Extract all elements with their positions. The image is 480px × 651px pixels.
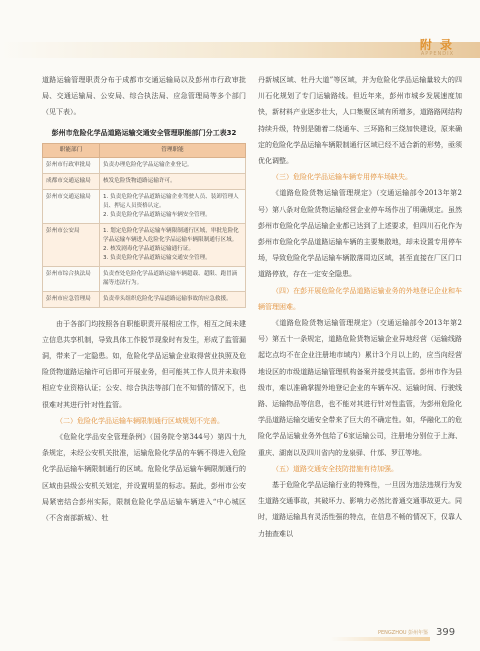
body-paragraph: 丹新城区域、牡丹大道”等区域，并为危险化学品运输量较大的四川石化规划了专门运输路线。但近年来，彭州市城乡发展速度加快，新材料产业逐步壮大，人口集聚区域有所增多，道路路网结构持续升级，特别是随着二绕通车、三环路和三绕加快建设，原来确定的危险化学品运输车辆限制通行区域已经不适合新的形势，亟须优化调整。 — [258, 76, 462, 166]
table-caption: 彭州市危险化学品道路运输交通安全管理职能部门分工表32 — [51, 128, 237, 137]
section-heading: （二）危险化学品运输车辆限制通行区域规划不完善。 — [56, 416, 224, 425]
header-band — [0, 42, 480, 58]
table-cell-duty: 1. 负责危险化学品道路运输企业驾驶人员、装卸管理人员、押运人员资格认定。 2. 负责危险化学品道路运输车辆安全管理。 — [100, 189, 246, 223]
section-subtitle: APPENDIX — [420, 51, 454, 57]
body-paragraph: 基于危险化学品运输行业的特殊性，一旦因为违法违规行为发生道路交通事故，其破坏力、影响力必然比普通交通事故更大。同时，道路运输具有灵活性强的特点，在信息不畅的情况下，仅靠人力抽查难以 — [258, 481, 462, 538]
table-row — [43, 157, 246, 173]
body-paragraph: 《道路危险货物运输管理规定》（交通运输部令2013年第2号）第八条对危险货物运输经营企业停车场作出了明确规定。虽然彭州市危险化学品运输企业都已达到了上述要求，但四川石化作为彭州市危险化学品道路运输车辆的主要集散地，却未设置专用停车场，导致危险化学品运输车辆散落周边区域，甚至直接在厂区门口道路停放，存在一定安全隐患。 — [258, 189, 462, 279]
table-cell-duty: 1. 划定危险化学品运输车辆限制通行区域，审批危险化学品运输车辆进入危险化学品运输车辆限制通行区域。 2. 核发剧毒化学品道路运输通行证。 3. 负责危险化学品道路运输交通安全管理。 — [100, 223, 246, 266]
left-column — [42, 72, 246, 526]
body-paragraph: 《危险化学品安全管理条例》（国务院令第344号）第四十九条规定，未经公安机关批准，运输危险化学品的车辆不得进入危险化学品运输车辆限制通行的区域。危险化学品运输车辆限制通行的区域由县级公安机关划定，并设置明显的标志。据此，彭州市公安局紧密结合彭州实际，限制危险化学品运输车辆进入“中心城区（不含南部新城）、牡 — [42, 433, 246, 523]
page-number: 399 — [436, 627, 456, 638]
table-cell-dept: 彭州市行政审批局 — [43, 157, 100, 173]
table-row — [43, 189, 246, 223]
table-header-dept: 职能部门 — [43, 143, 100, 157]
table-cell-duty: 负责牵头组织危险化学品道路运输事故的应急救援。 — [100, 291, 246, 307]
intro-paragraph: 道路运输管理职责分布于成都市交通运输局以及彭州市行政审批局、交通运输局、公安局、综合执法局、应急管理局等多个部门（见下表）。 — [42, 76, 246, 117]
footer-band — [330, 637, 430, 641]
responsibility-table — [42, 143, 246, 308]
table-cell-duty: 负责查处危险化学品道路运输车辆超载、超限、跑冒滴漏等违法行为。 — [100, 266, 246, 291]
body-paragraph: 《道路危险货物运输管理规定》（交通运输部令2013年第2号）第五十一条规定，道路危险货物运输企业异地经营（运输线路起讫点均不在企业注册地市域内）累计3个月以上的，应当向经营地设区的市级道路运输管理机构备案并接受其监管。彭州市作为县级市，难以准确掌握外地登记企业的车辆车况、运输时间、行驶线路、运输物品等信息，也不能对其进行针对性监管，为彭州危险化学品道路运输交通安全带来了巨大的不确定性。如，华融化工的危险化学品运输业务外包给了6家运输公司，注册地分别位于上海、重庆、湖南以及四川省内的龙泉驿、什邡、罗江等地。 — [258, 319, 462, 457]
section-title: 附 录 — [419, 38, 454, 52]
table-cell-dept: 成都市交通运输局 — [43, 173, 100, 189]
section-heading: （五）道路交通安全技防措施有待加强。 — [272, 464, 398, 473]
table-cell-duty: 核发危险货物道路运输许可。 — [100, 173, 246, 189]
footer-brand: PENGZHOU 彭州年鉴 — [378, 630, 429, 636]
table-row — [43, 223, 246, 266]
table-cell-dept: 彭州市公安局 — [43, 223, 100, 266]
table-cell-dept: 彭州市应急管理局 — [43, 291, 100, 307]
table-row — [43, 266, 246, 291]
right-column — [258, 72, 462, 542]
section-heading: （三）危险化学品运输车辆专用停车场缺失。 — [272, 173, 412, 182]
body-paragraph: 由于各部门均按照各自职能职责开展相应工作，相互之间未建立信息共享机制，导致具体工作脱节现象时有发生，形成了监管漏洞，带来了一定隐患。如，危险化学品运输企业取得营业执照及危险货物道路运输许可后即可开展业务，但可能其工作人员并未取得相应专业资格认证；公安、综合执法等部门在不知情的情况下，也很难对其进行针对性监管。 — [42, 319, 246, 409]
table-row — [43, 291, 246, 307]
table-row — [43, 173, 246, 189]
table-cell-dept: 彭州市交通运输局 — [43, 189, 100, 223]
table-cell-duty: 负责办理危险化学品运输企业登记。 — [100, 157, 246, 173]
table-cell-dept: 彭州市综合执法局 — [43, 266, 100, 291]
section-heading: （四）在彭开展危险化学品道路运输业务的外地登记企业和车辆管理困难。 — [258, 286, 462, 311]
table-header-duty: 管理职能 — [100, 143, 246, 157]
